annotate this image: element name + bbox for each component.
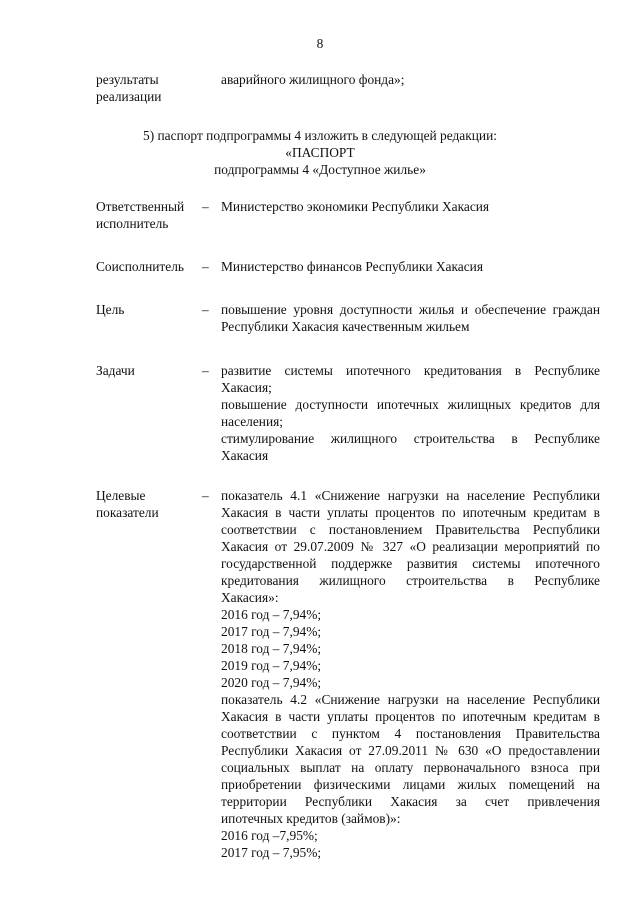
row-label-line: исполнитель <box>96 216 169 231</box>
passport-title: «ПАСПОРТ <box>285 145 355 160</box>
row-value-line: населения; <box>221 414 283 429</box>
indicator-year-value: 2017 год – 7,94%; <box>221 624 322 639</box>
row-label-line: показатели <box>96 505 159 520</box>
row-dash: – <box>202 363 209 378</box>
previous-row-label <box>96 71 206 105</box>
row-label-line: Соисполнитель <box>96 259 185 274</box>
row-value-indicators <box>221 487 600 861</box>
row-value-line: соответствии с постановлением Правительства Республики <box>221 522 600 537</box>
previous-row-value: аварийного жилищного фонда»; <box>221 72 405 87</box>
row-value-goal <box>221 301 600 335</box>
row-label-tasks <box>96 362 202 379</box>
row-value-line: Республики Хакасия от 27.09.2011 № 630 «О предоставлении <box>221 743 600 758</box>
row-value-line: Хакасия в части уплаты процентов по ипотечным кредитам в <box>221 505 600 520</box>
row-label-responsible <box>96 198 202 232</box>
row-label-line: Ответственный <box>96 199 185 214</box>
row-value-line: кредитования жилищного строительства в Республике <box>221 573 600 588</box>
indicator-year-value: 2018 год – 7,94%; <box>221 641 322 656</box>
row-value-line: Министерство финансов Республики Хакасия <box>221 259 483 274</box>
row-value-line: развитие системы ипотечного кредитования в Республике <box>221 363 600 378</box>
row-label-line: Целевые <box>96 488 146 503</box>
row-value-line: соответствии с пунктом 4 постановления Правительства <box>221 726 600 741</box>
passport-subtitle: подпрограммы 4 «Доступное жилье» <box>214 162 426 177</box>
row-dash: – <box>202 302 209 317</box>
row-value-line: показатель 4.2 «Снижение нагрузки на население Республики <box>221 692 600 707</box>
indicator-year-value: 2016 год – 7,94%; <box>221 607 322 622</box>
row-value-line: приобретении физическими лицами жилых помещений на <box>221 777 600 792</box>
row-value-line: Министерство экономики Республики Хакасия <box>221 199 490 214</box>
previous-row-label-line: реализации <box>96 89 162 104</box>
indicator-year-value: 2016 год –7,95%; <box>221 828 318 843</box>
row-value-line: территории Республики Хакасия за счет привлечения <box>221 794 600 809</box>
row-value-line: Хакасия от 29.07.2009 № 327 «О реализации мероприятий по <box>221 539 600 554</box>
row-value-line: Хакасия в части уплаты процентов по ипотечным кредитам в <box>221 709 600 724</box>
row-dash: – <box>202 488 209 503</box>
row-value-line: Хакасия; <box>221 380 272 395</box>
page-number: 8 <box>316 36 324 51</box>
row-value-responsible <box>221 198 600 215</box>
row-label-indicators <box>96 487 202 521</box>
row-value-line: Хакасия <box>221 448 269 463</box>
row-dash: – <box>202 199 209 214</box>
row-label-line: Задачи <box>96 363 135 378</box>
row-value-line: повышение уровня доступности жилья и обеспечение граждан <box>221 302 600 317</box>
row-value-line: стимулирование жилищного строительства в Республике <box>221 431 600 446</box>
row-label-goal <box>96 301 202 318</box>
row-dash: – <box>202 259 209 274</box>
row-value-line: повышение доступности ипотечных жилищных кредитов для <box>221 397 600 412</box>
row-value-line: ипотечных кредитов (займов)»: <box>221 811 401 826</box>
indicator-year-value: 2020 год – 7,94%; <box>221 675 322 690</box>
row-value-line: Республики Хакасия качественным жильем <box>221 319 470 334</box>
row-value-line: Хакасия»: <box>221 590 279 605</box>
row-value-line: показатель 4.1 «Снижение нагрузки на население Республики <box>221 488 600 503</box>
previous-row-label-line: результаты <box>96 72 159 87</box>
row-label-coexecutor <box>96 258 202 275</box>
row-value-tasks <box>221 362 600 464</box>
indicator-year-value: 2017 год – 7,95%; <box>221 845 322 860</box>
row-value-line: социальных выплат на оплату первоначального взноса при <box>221 760 600 775</box>
indicator-year-value: 2019 год – 7,94%; <box>221 658 322 673</box>
row-label-line: Цель <box>96 302 125 317</box>
row-value-coexecutor <box>221 258 600 275</box>
amendment-instruction: 5) паспорт подпрограммы 4 изложить в следующей редакции: <box>143 128 497 143</box>
row-value-line: государственной поддержке развития системы ипотечного <box>221 556 600 571</box>
